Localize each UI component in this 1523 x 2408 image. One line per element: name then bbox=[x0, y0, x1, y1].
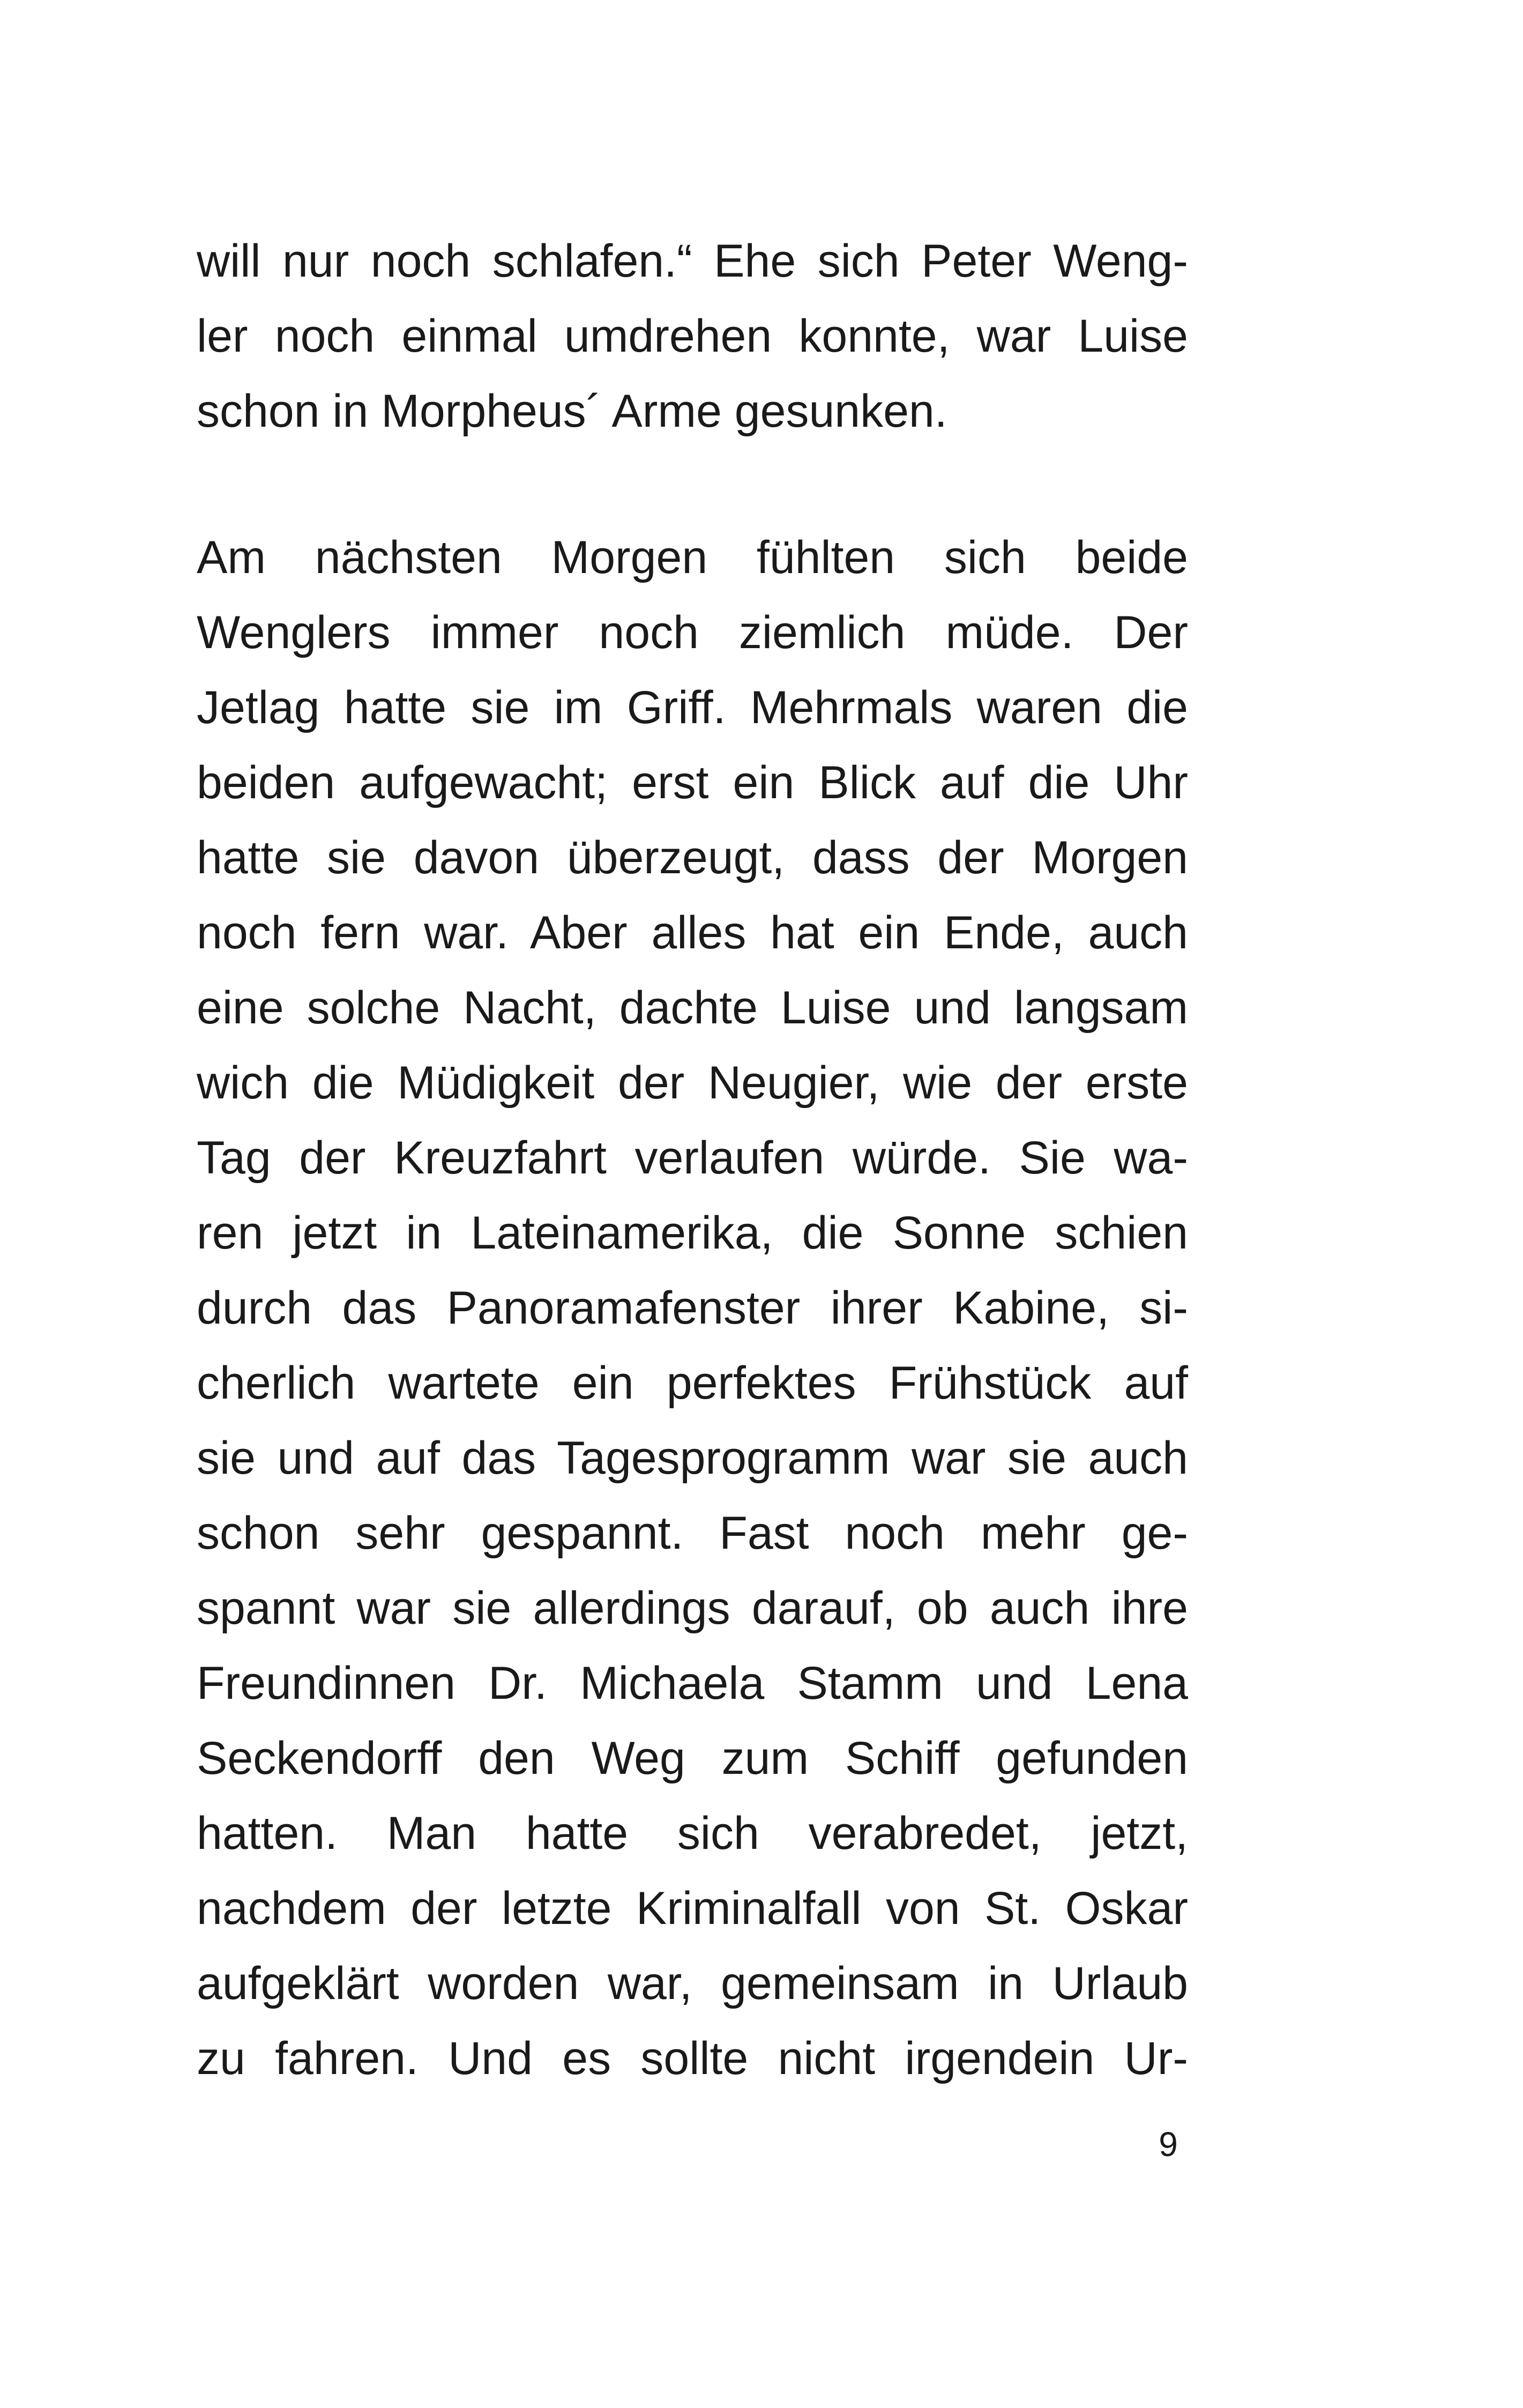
text-line: sie und auf das Tagesprogramm war sie auch bbox=[197, 1432, 1188, 1484]
text-line: Wenglers immer noch ziemlich müde. Der bbox=[197, 607, 1188, 658]
text-line: ren jetzt in Lateinamerika, die Sonne schien bbox=[197, 1207, 1188, 1259]
text-line: nachdem der letzte Kriminalfall von St. Oskar bbox=[197, 1883, 1188, 1934]
text-line: zu fahren. Und es sollte nicht irgendein Ur- bbox=[197, 2033, 1188, 2084]
text-line: hatte sie davon überzeugt, dass der Morgen bbox=[197, 832, 1188, 883]
text-line: aufgeklärt worden war, gemeinsam in Urlaub bbox=[197, 1958, 1188, 2009]
page-number: 9 bbox=[1159, 2125, 1178, 2164]
text-line: Jetlag hatte sie im Griff. Mehrmals waren die bbox=[197, 682, 1188, 733]
text-line: hatten. Man hatte sich verabredet, jetzt, bbox=[197, 1808, 1188, 1859]
text-line: beiden aufgewacht; erst ein Blick auf die Uhr bbox=[197, 757, 1188, 808]
text-line: schon sehr gespannt. Fast noch mehr ge- bbox=[197, 1507, 1188, 1559]
text-line: Tag der Kreuzfahrt verlaufen würde. Sie wa- bbox=[197, 1132, 1188, 1184]
text-line: cherlich wartete ein perfektes Frühstück auf bbox=[197, 1357, 1188, 1409]
paragraph-1 bbox=[197, 224, 1188, 449]
text-line: noch fern war. Aber alles hat ein Ende, auch bbox=[197, 907, 1188, 958]
text-line: Seckendorff den Weg zum Schiff gefunden bbox=[197, 1733, 1188, 1784]
text-line: durch das Panoramafenster ihrer Kabine, si- bbox=[197, 1282, 1188, 1334]
paragraph-2 bbox=[197, 520, 1188, 2096]
text-line: spannt war sie allerdings darauf, ob auch ihre bbox=[197, 1582, 1188, 1634]
text-line: Freundinnen Dr. Michaela Stamm und Lena bbox=[197, 1658, 1188, 1709]
text-line: eine solche Nacht, dachte Luise und langsam bbox=[197, 982, 1188, 1034]
text-line: ler noch einmal umdrehen konnte, war Luise bbox=[197, 310, 1188, 362]
text-line: schon in Morpheus´ Arme gesunken. bbox=[197, 385, 947, 437]
text-line: wich die Müdigkeit der Neugier, wie der erste bbox=[197, 1057, 1188, 1109]
text-line: will nur noch schlafen.“ Ehe sich Peter Weng- bbox=[197, 235, 1188, 287]
text-line: Am nächsten Morgen fühlten sich beide bbox=[197, 532, 1188, 583]
